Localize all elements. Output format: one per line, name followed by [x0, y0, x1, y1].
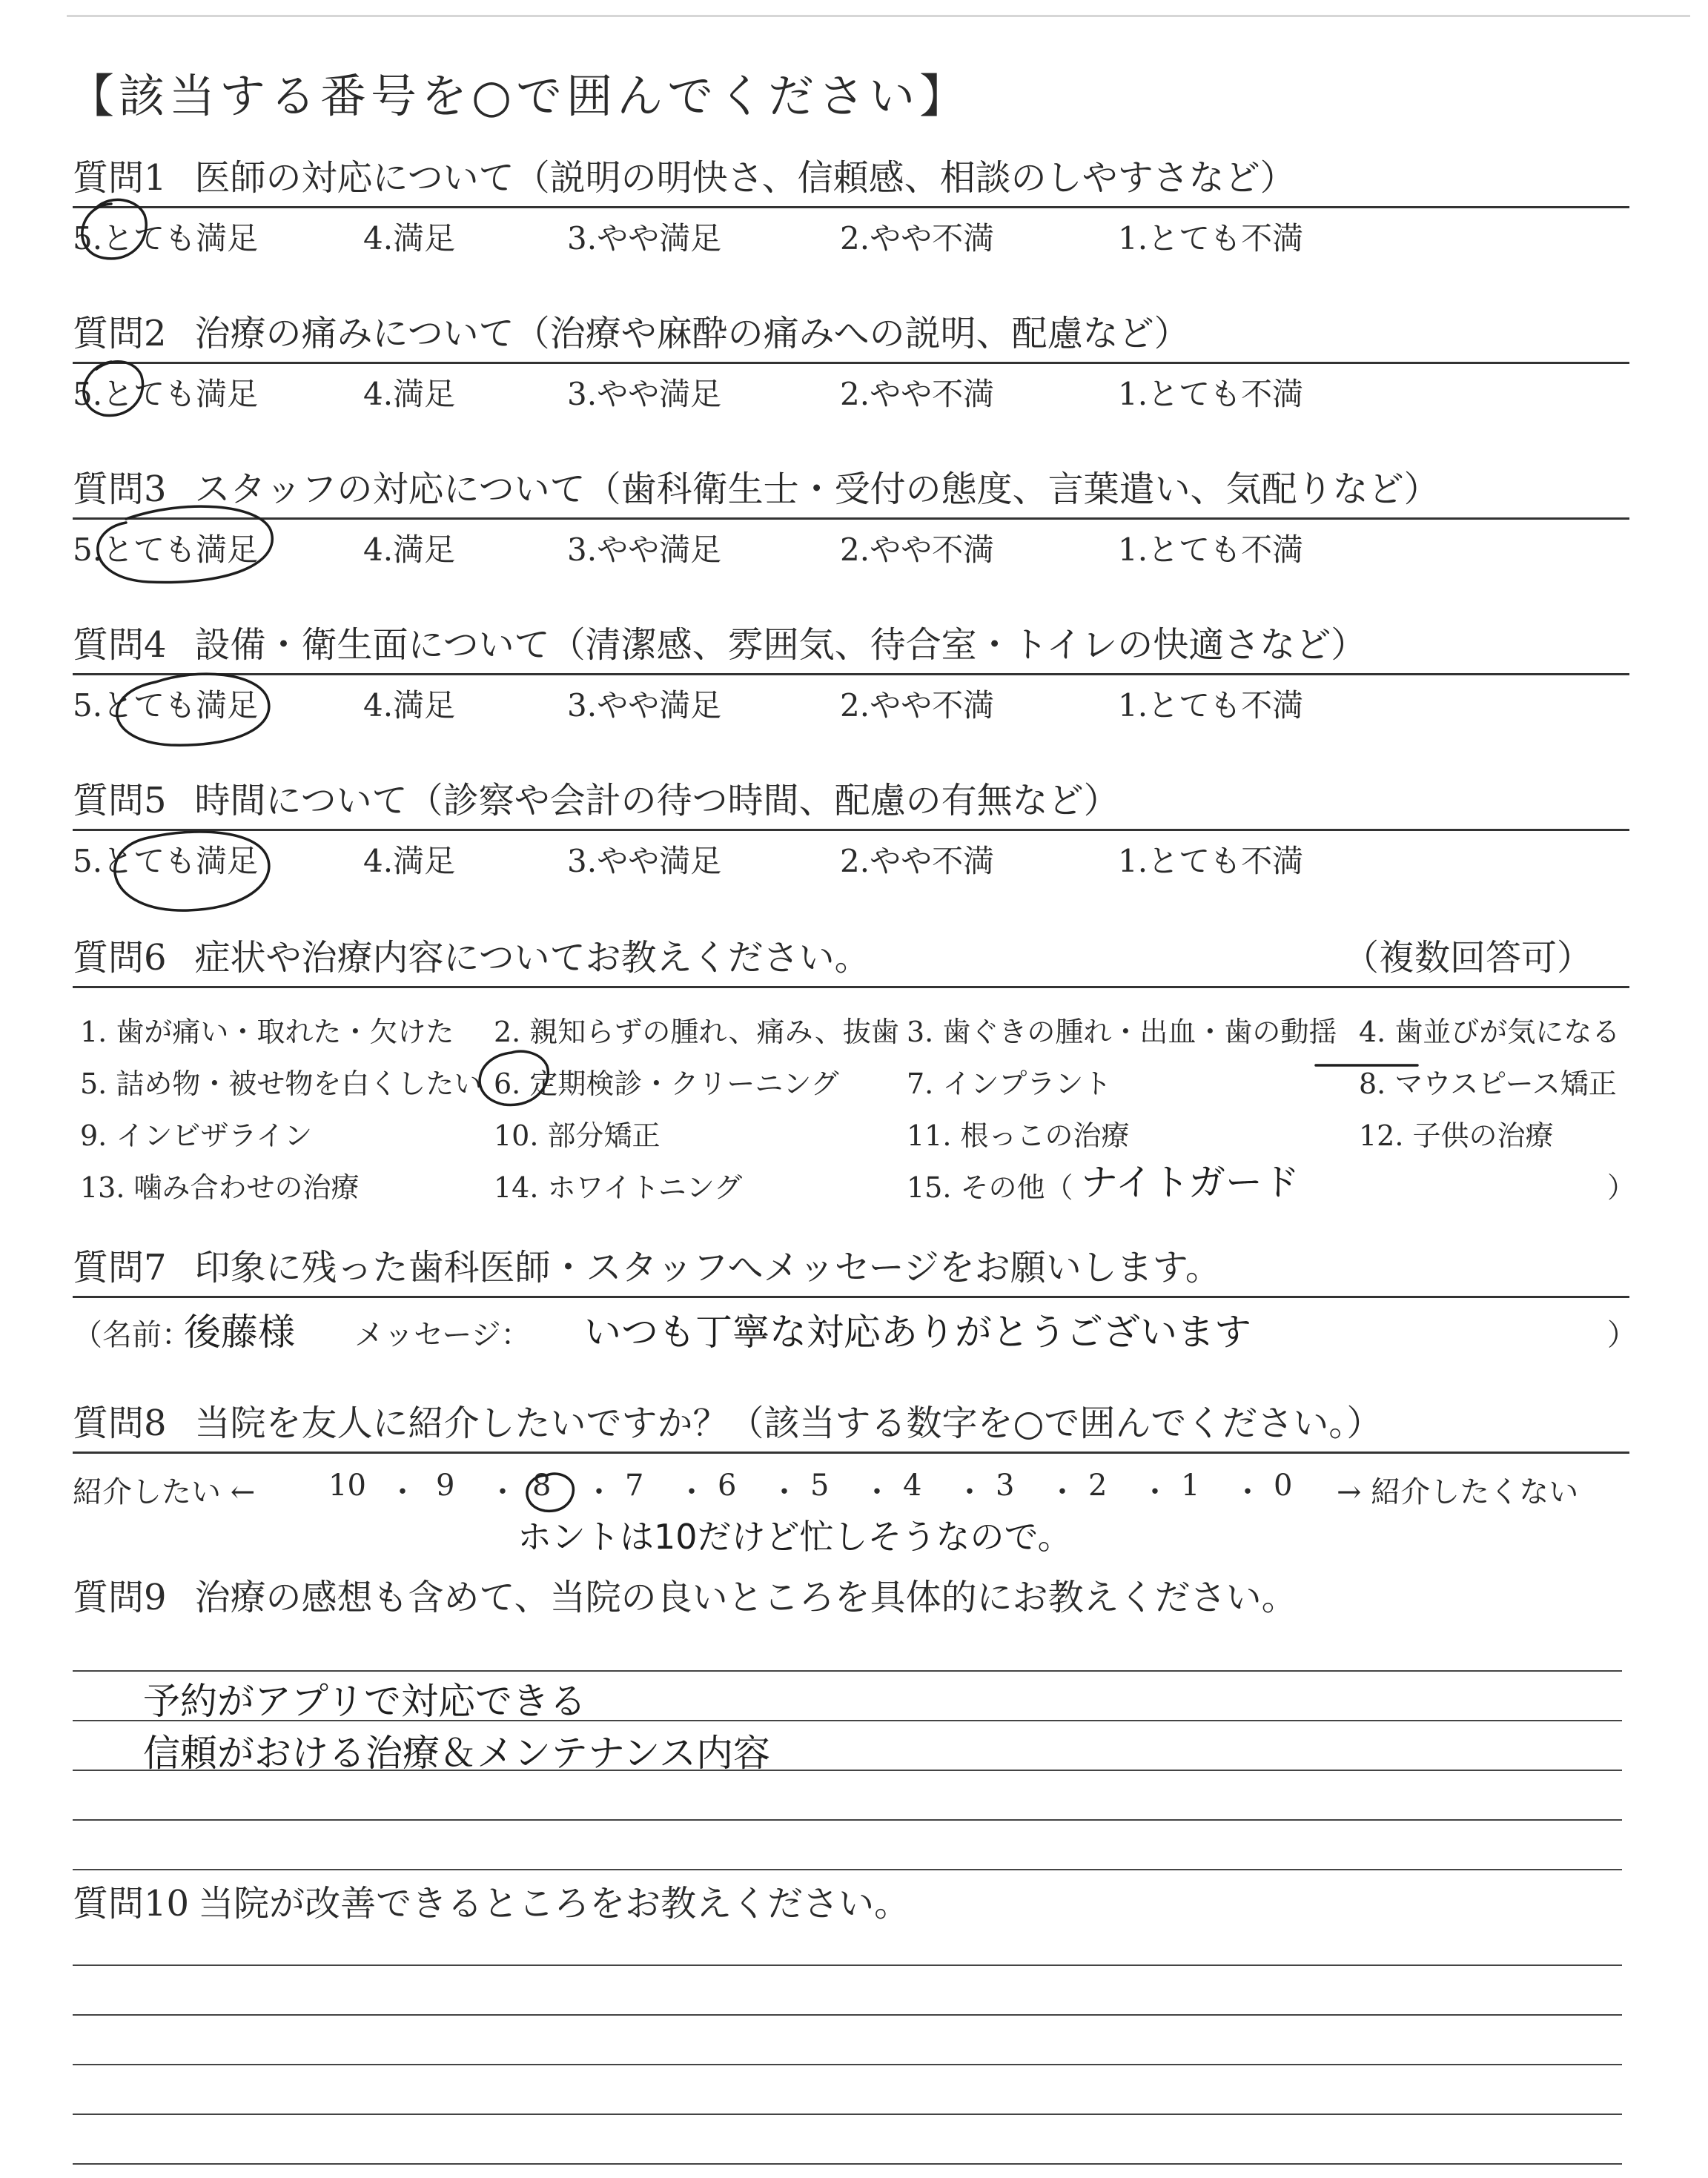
- question-number: 質問5: [73, 780, 167, 821]
- scale-separator: ・: [862, 1475, 892, 1509]
- question-4: [73, 623, 1629, 724]
- question-text: スタッフの対応について（歯科衛生士・受付の態度、言葉遣い、気配りなど）: [194, 469, 1440, 510]
- scale-value[interactable]: 7: [625, 1469, 644, 1503]
- message-label: メッセージ：: [354, 1318, 531, 1352]
- option-5[interactable]: 5.とても満足: [73, 687, 259, 724]
- symptom-option[interactable]: 9. インビザライン: [80, 1119, 313, 1152]
- option-3[interactable]: 3.やや満足: [567, 532, 722, 568]
- scale-separator: ・: [388, 1475, 417, 1509]
- other-close-paren: ）: [1607, 1171, 1636, 1204]
- message-row: [73, 1303, 1637, 1362]
- answer-line: [73, 1869, 1622, 1870]
- option-1[interactable]: 1.とても不満: [1118, 687, 1304, 724]
- option-2[interactable]: 2.やや不満: [840, 687, 995, 724]
- option-5[interactable]: 5.とても満足: [73, 532, 259, 568]
- scale-separator: ・: [1140, 1475, 1170, 1509]
- question-number: 質問1: [73, 157, 167, 199]
- symptom-option[interactable]: 14. ホワイトニング: [494, 1171, 743, 1204]
- question-text: 当院が改善できるところをお教えください。: [198, 1883, 910, 1924]
- symptom-option[interactable]: 10. 部分矯正: [494, 1119, 661, 1152]
- question-10: [73, 1881, 1629, 2178]
- symptom-option[interactable]: 13. 噛み合わせの治療: [80, 1171, 360, 1204]
- answer-line: [73, 2163, 1622, 2165]
- name-handwritten: 後藤様: [184, 1311, 295, 1354]
- scale-separator: ・: [955, 1475, 984, 1509]
- message-close-paren: ）: [1607, 1318, 1637, 1352]
- option-2[interactable]: 2.やや不満: [840, 220, 995, 256]
- message-handwritten: いつも丁寧な対応ありがとうございます: [584, 1311, 1251, 1354]
- recommend-handwritten-note: ホントは10だけど忙しそうなので。: [517, 1517, 1072, 1557]
- scale-separator: ・: [1047, 1475, 1077, 1509]
- divider: [73, 986, 1629, 988]
- scale-value[interactable]: 3: [996, 1469, 1015, 1503]
- question-text: 治療の痛みについて（治療や麻酔の痛みへの説明、配慮など）: [194, 313, 1190, 354]
- option-4[interactable]: 4.満足: [363, 376, 456, 412]
- scale-value[interactable]: 1: [1181, 1469, 1200, 1503]
- symptom-option-other[interactable]: 15. その他（: [907, 1171, 1073, 1204]
- question-number: 質問10: [73, 1883, 190, 1924]
- symptom-option[interactable]: 12. 子供の治療: [1359, 1119, 1554, 1152]
- option-5[interactable]: 5.とても満足: [73, 220, 259, 256]
- divider: [73, 1296, 1629, 1298]
- recommend-scale: [73, 1461, 1629, 1513]
- rating-options: [73, 520, 1629, 568]
- question-text: 治療の感想も含めて、当院の良いところを具体的にお教えください。: [194, 1577, 1297, 1618]
- question-8: [73, 1401, 1629, 1558]
- name-label: （名前：: [73, 1318, 191, 1352]
- option-5[interactable]: 5.とても満足: [73, 843, 259, 879]
- option-3[interactable]: 3.やや満足: [567, 687, 722, 724]
- multiple-answer-note: （複数回答可）: [1343, 937, 1592, 979]
- option-3[interactable]: 3.やや満足: [567, 220, 722, 256]
- question-number: 質問8: [73, 1403, 167, 1444]
- rating-options: [73, 675, 1629, 724]
- symptom-option[interactable]: 3. 歯ぐきの腫れ・出血・歯の動揺: [907, 1016, 1337, 1048]
- option-4[interactable]: 4.満足: [363, 687, 456, 724]
- rating-options: [73, 208, 1629, 256]
- symptom-option[interactable]: 7. インプラント: [907, 1068, 1112, 1100]
- question-number: 質問9: [73, 1577, 167, 1618]
- scale-value[interactable]: 2: [1088, 1469, 1108, 1503]
- option-4[interactable]: 4.満足: [363, 843, 456, 879]
- good-point-handwritten: 信頼がおける治療＆メンテナンス内容: [143, 1732, 770, 1775]
- scale-value[interactable]: 6: [718, 1469, 737, 1503]
- option-3[interactable]: 3.やや満足: [567, 376, 722, 412]
- scale-separator: ・: [769, 1475, 799, 1509]
- option-3[interactable]: 3.やや満足: [567, 843, 722, 879]
- answer-line: [73, 2064, 1622, 2065]
- good-point-handwritten: 予約がアプリで対応できる: [143, 1680, 586, 1723]
- option-1[interactable]: 1.とても不満: [1118, 376, 1304, 412]
- answer-line: [73, 1964, 1622, 1966]
- question-text: 印象に残った歯科医師・スタッフへメッセージをお願いします。: [194, 1247, 1221, 1288]
- question-6: [73, 936, 1636, 1218]
- question-9: [73, 1575, 1629, 1931]
- question-text: 症状や治療内容についてお教えください。: [194, 937, 870, 979]
- option-5[interactable]: 5.とても満足: [73, 376, 259, 412]
- symptom-option[interactable]: 8. マウスピース矯正: [1359, 1068, 1617, 1100]
- question-5: [73, 778, 1629, 879]
- scale-separator: ・: [677, 1475, 706, 1509]
- question-number: 質問2: [73, 313, 167, 354]
- scale-separator: ・: [1233, 1475, 1262, 1509]
- question-number: 質問4: [73, 624, 167, 666]
- question-text: 医師の対応について（説明の明快さ、信頼感、相談のしやすさなど）: [194, 157, 1296, 199]
- page-heading: 【該当する番号を○で囲んでください】: [68, 69, 970, 123]
- question-text: 時間について（診察や会計の待つ時間、配慮の有無など）: [194, 780, 1119, 821]
- answer-lines: [73, 1926, 1629, 2178]
- scale-value[interactable]: 0: [1274, 1469, 1293, 1503]
- question-7: [73, 1245, 1637, 1362]
- symptom-options: [73, 996, 1636, 1218]
- question-text: 設備・衛生面について（清潔感、雰囲気、待合室・トイレの快適さなど）: [194, 624, 1367, 666]
- rating-options: [73, 364, 1629, 412]
- question-number: 質問7: [73, 1247, 167, 1288]
- question-number: 質問3: [73, 469, 167, 510]
- option-1[interactable]: 1.とても不満: [1118, 532, 1304, 568]
- option-2[interactable]: 2.やや不満: [840, 532, 995, 568]
- scale-value[interactable]: 5: [810, 1469, 830, 1503]
- option-4[interactable]: 4.満足: [363, 532, 456, 568]
- answer-line: [73, 2014, 1622, 2016]
- scale-value[interactable]: 4: [903, 1469, 922, 1503]
- question-text: 当院を友人に紹介したいですか？（該当する数字を○で囲んでください。）: [194, 1403, 1383, 1444]
- symptom-option[interactable]: 6. 定期検診・クリーニング: [494, 1068, 839, 1100]
- question-3: [73, 467, 1629, 568]
- symptom-option[interactable]: 4. 歯並びが気になる: [1359, 1016, 1621, 1048]
- option-1[interactable]: 1.とても不満: [1118, 220, 1304, 256]
- option-1[interactable]: 1.とても不満: [1118, 843, 1304, 879]
- other-handwritten-answer: ナイトガード: [1081, 1161, 1300, 1204]
- scale-separator: ・: [488, 1475, 517, 1509]
- scale-left-label: 紹介したい ←: [73, 1475, 256, 1509]
- question-2: [73, 311, 1629, 412]
- top-border: [67, 15, 1690, 17]
- answer-line: [73, 1819, 1622, 1821]
- scale-value[interactable]: 8: [532, 1469, 552, 1503]
- scale-right-label: → 紹介したくない: [1337, 1475, 1579, 1509]
- divider: [73, 1452, 1629, 1454]
- scale-value[interactable]: 10: [328, 1469, 366, 1503]
- symptom-option[interactable]: 1. 歯が痛い・取れた・欠けた: [80, 1016, 454, 1048]
- symptom-option[interactable]: 11. 根っこの治療: [907, 1119, 1130, 1152]
- option-4[interactable]: 4.満足: [363, 220, 456, 256]
- symptom-option[interactable]: 2. 親知らずの腫れ、痛み、抜歯: [494, 1016, 899, 1048]
- question-number: 質問6: [73, 937, 167, 979]
- symptom-option[interactable]: 5. 詰め物・被せ物を白くしたい: [80, 1068, 483, 1100]
- question-1: [73, 156, 1629, 256]
- rating-options: [73, 831, 1629, 879]
- scale-separator: ・: [584, 1475, 614, 1509]
- answer-line: [73, 2114, 1622, 2115]
- option-2[interactable]: 2.やや不満: [840, 843, 995, 879]
- scale-value[interactable]: 9: [436, 1469, 455, 1503]
- option-2[interactable]: 2.やや不満: [840, 376, 995, 412]
